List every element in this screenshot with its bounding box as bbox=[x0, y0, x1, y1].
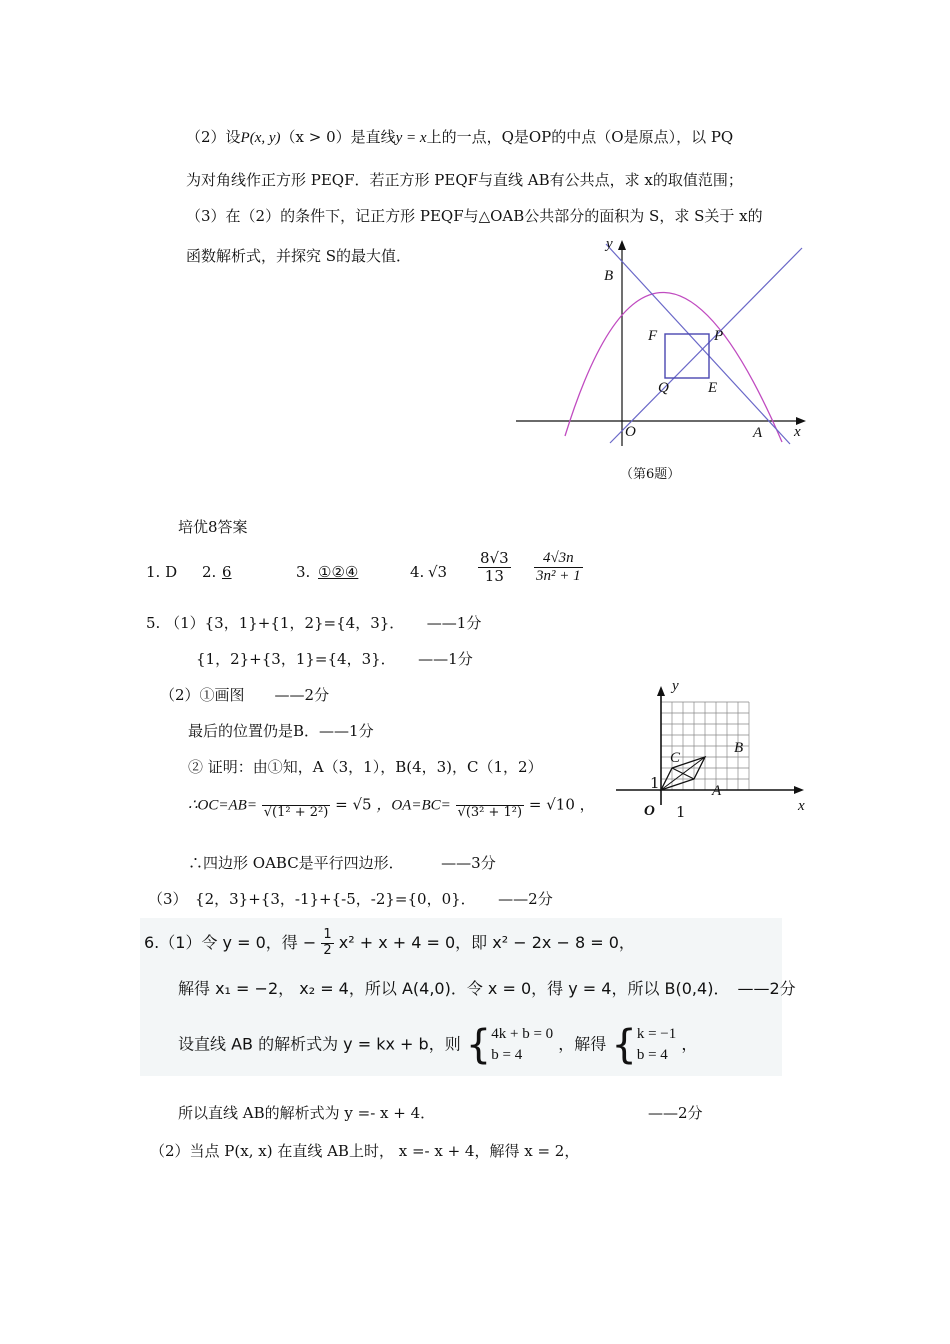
sys2-bot: b = 4 bbox=[636, 1047, 668, 1063]
q5-r2: √10 bbox=[546, 795, 575, 814]
label-p: P bbox=[714, 328, 724, 344]
q6-l3-b: ，解得 bbox=[558, 1034, 607, 1054]
part2-line1 bbox=[186, 126, 733, 147]
grid-label-one-x: 1 bbox=[676, 803, 686, 821]
q6-scanned-block bbox=[140, 918, 796, 1076]
part3-line2: 函数解析式，并探究 S的最大值． bbox=[186, 247, 412, 265]
q6-half-num: 1 bbox=[323, 927, 332, 942]
grid-label-y: y bbox=[672, 678, 679, 694]
grid-label-o: O bbox=[644, 803, 655, 819]
answer-frac-2 bbox=[534, 550, 583, 586]
part2-line1-a: （2）设 bbox=[186, 128, 241, 146]
q5-frac-oa bbox=[456, 790, 525, 821]
part2-line2: 为对角线作正方形 PEQF．若正方形 PEQF与直线 AB有公共点，求 x的取值范围； bbox=[186, 171, 743, 189]
q5-frac-oa-den: √(3² + 1²) bbox=[457, 804, 523, 820]
q6-line1 bbox=[144, 928, 635, 959]
q5-eq1: = bbox=[335, 795, 348, 814]
grid-label-b: B bbox=[734, 740, 744, 756]
answer-1: 1. D bbox=[146, 563, 178, 581]
figure-caption: （第6题） bbox=[620, 467, 681, 482]
line-y-eq-x: y = x bbox=[395, 130, 427, 146]
q6-half-frac bbox=[321, 928, 333, 959]
label-x: x bbox=[794, 424, 801, 440]
q5-line4: 最后的位置仍是B．——1分 bbox=[188, 722, 374, 740]
answer-4-sqrt: √3 bbox=[428, 563, 448, 581]
answers-title: 培优8答案 bbox=[178, 518, 248, 536]
answer-3-label: 3. bbox=[296, 563, 311, 581]
brace-left-1: { bbox=[465, 1022, 492, 1068]
parabola-curve bbox=[565, 292, 782, 442]
q5-frac-oc-den: √(1² + 2²) bbox=[263, 804, 329, 820]
point-p-coord: P(x, y) bbox=[240, 130, 281, 146]
frac-2-num: 4√3n bbox=[534, 550, 583, 568]
line-y-equals-x bbox=[610, 248, 802, 443]
part3-line1: （3）在（2）的条件下，记正方形 PEQF与△OAB公共部分的面积为 S，求 S关于 x的 bbox=[186, 207, 763, 225]
q6-l3-a: 设直线 AB 的解析式为 y = kx + b，则 bbox=[178, 1034, 461, 1054]
sys1-bot: b = 4 bbox=[491, 1047, 523, 1063]
q6-line5: （2）当点 P(x, x) 在直线 AB上时， x =- x + 4，解得 x = 2， bbox=[150, 1142, 580, 1160]
q5-line5: ② 证明：由①知，A（3，1），B(4，3)，C（1，2） bbox=[188, 758, 543, 776]
label-f: F bbox=[648, 328, 658, 344]
q6-line3 bbox=[178, 1024, 697, 1066]
q5-line3: （2）①画图 ——2分 bbox=[160, 686, 330, 704]
q5-eq2: = bbox=[528, 795, 542, 814]
part2-line1-b: 是直线 bbox=[350, 128, 396, 146]
q5-frac-oc bbox=[262, 790, 331, 821]
grid-label-x: x bbox=[798, 798, 805, 814]
q5-line2: {1，2}+{3，1}={4，3}． ——1分 bbox=[196, 650, 473, 668]
frac-1-num: 8√3 bbox=[480, 549, 509, 567]
sys2-top: k = −1 bbox=[636, 1026, 677, 1042]
frac-1-den: 13 bbox=[484, 567, 504, 586]
q5-line1: 5. （1）{3，1}+{1，2}={4，3}． ——1分 bbox=[146, 614, 482, 632]
q6-line2: 解得 x₁ = −2， x₂ = 4，所以 A(4,0)．令 x = 0，得 y = 4，所以 B(0,4)． ——2分 bbox=[178, 979, 796, 998]
brace-left-2: { bbox=[611, 1022, 637, 1068]
q6-system-2 bbox=[637, 1024, 676, 1066]
answer-4-label: 4. bbox=[410, 563, 425, 581]
answer-3-value: ①②④ bbox=[318, 563, 359, 581]
q5-l6-a: ∴OC=AB= bbox=[188, 797, 257, 814]
q6-line4-score: ——2分 bbox=[648, 1104, 703, 1122]
q6-l3-c: ， bbox=[681, 1034, 698, 1054]
q5-line7: ∴四边形 OABC是平行四边形． ——3分 bbox=[188, 854, 496, 872]
problem-figure bbox=[510, 236, 810, 456]
label-o: O bbox=[625, 424, 636, 440]
answer-2-label: 2. bbox=[202, 563, 217, 581]
grid-x-arrow bbox=[794, 786, 804, 794]
frac-2-den: 3n² + 1 bbox=[536, 568, 581, 585]
condition-x-positive: （x > 0） bbox=[280, 128, 351, 146]
q6-system-1 bbox=[491, 1024, 553, 1066]
q6-half-den: 2 bbox=[323, 942, 332, 958]
q5-line8: （3） {2，3}+{3，-1}+{-5，-2}={0，0}． ——2分 bbox=[148, 890, 553, 908]
q5-l6-c: ， bbox=[579, 795, 595, 814]
sys1-top: 4k + b = 0 bbox=[491, 1026, 554, 1042]
label-b: B bbox=[604, 268, 614, 284]
q6-line4: 所以直线 AB的解析式为 y =- x + 4． bbox=[178, 1104, 436, 1122]
y-axis-arrow bbox=[618, 240, 626, 250]
q6-l1-a: 6.（1）令 y = 0，得 − bbox=[144, 932, 317, 952]
q6-l1-b: x² + x + 4 = 0，即 x² − 2x − 8 = 0， bbox=[338, 932, 635, 952]
label-q: Q bbox=[658, 380, 669, 396]
line-ab bbox=[606, 244, 790, 444]
answer-frac-1 bbox=[478, 550, 511, 586]
q5-line6 bbox=[188, 790, 595, 821]
label-y: y bbox=[606, 236, 613, 252]
part2-line1-c: 上的一点，Q是OP的中点（O是原点），以 PQ bbox=[426, 128, 734, 146]
q5-r1: √5 bbox=[352, 795, 372, 814]
q5-l6-b: ，OA=BC= bbox=[376, 797, 451, 814]
answer-2-value: 6 bbox=[222, 563, 232, 581]
label-e: E bbox=[708, 380, 718, 396]
grid-y-arrow bbox=[657, 686, 665, 696]
label-a: A bbox=[753, 425, 763, 441]
grid-label-c: C bbox=[670, 750, 681, 766]
grid-label-a: A bbox=[712, 783, 722, 799]
square-peqf bbox=[665, 334, 709, 378]
grid-label-one-y: 1 bbox=[650, 774, 660, 792]
